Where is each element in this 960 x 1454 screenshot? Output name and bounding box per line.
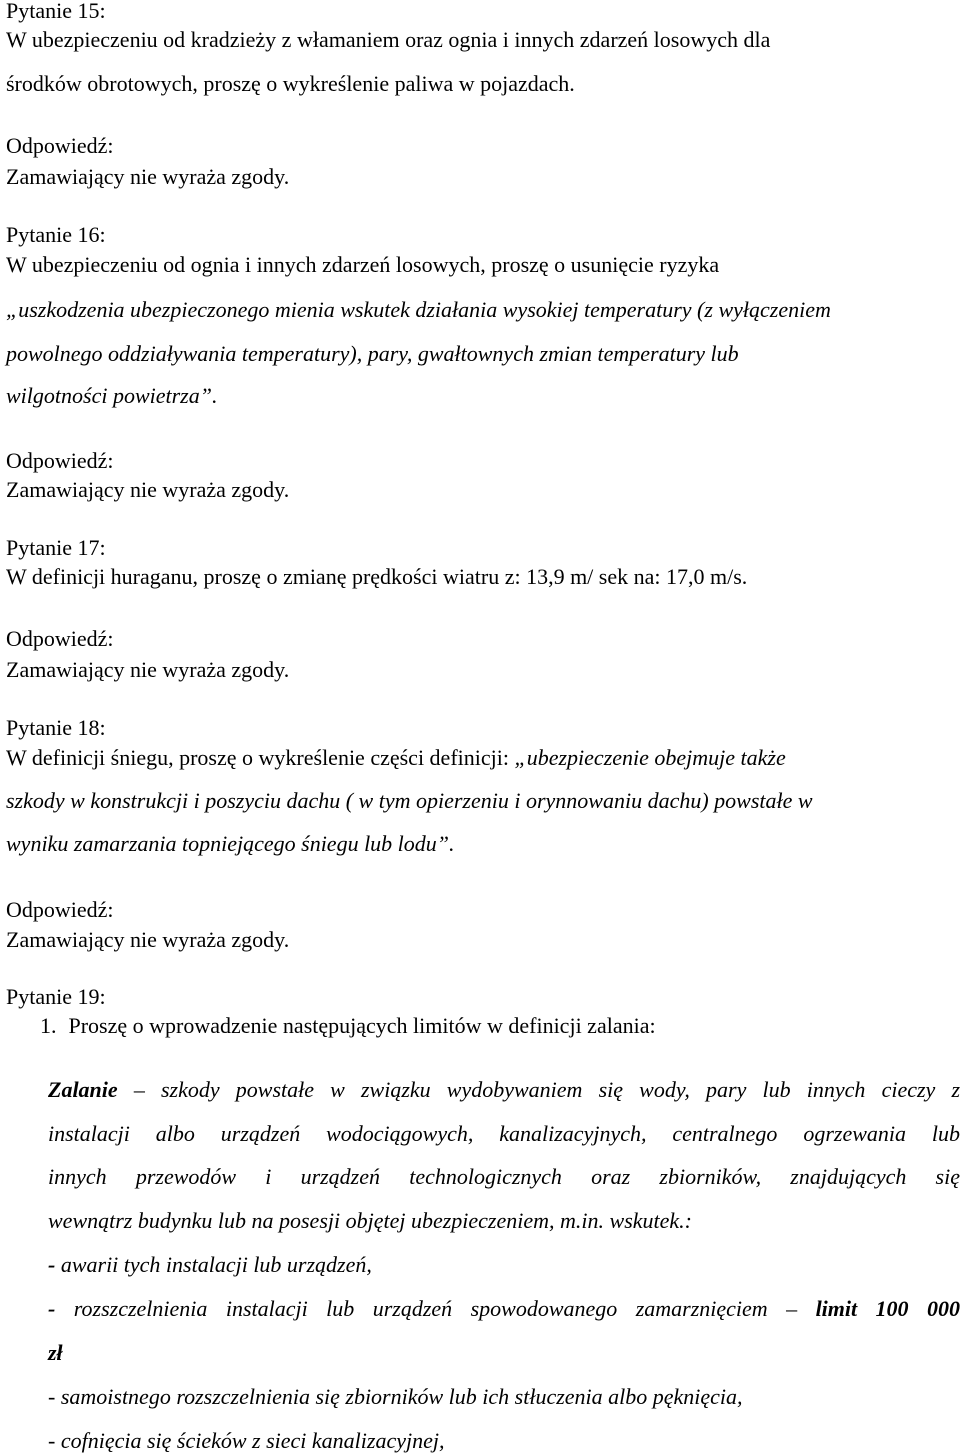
definition-bullet: - samoistnego rozszczelnienia się zbiorników lub ich stłuczenia albo pęknięcia, — [48, 1384, 743, 1409]
definition-line: innych przewodów i urządzeń technologicznych oraz zbiorników, znajdujących się — [48, 1164, 960, 1189]
question-18-quote: wyniku zamarzania topniejącego śniegu lub lodu”. — [6, 831, 455, 856]
question-19-title: Pytanie 19: — [6, 984, 106, 1009]
question-18-quote-start: „ubezpieczenie obejmuje także — [514, 745, 786, 770]
definition-bullet — [48, 1296, 960, 1322]
definition-line — [48, 1077, 960, 1103]
definition-bullet — [48, 1252, 372, 1278]
question-17-title: Pytanie 17: — [6, 535, 106, 560]
answer-17-label: Odpowiedź: — [6, 626, 114, 651]
question-16-quote: wilgotności powietrza”. — [6, 383, 218, 408]
answer-18-text: Zamawiający nie wyraża zgody. — [6, 927, 290, 952]
definition-line: instalacji albo urządzeń wodociągowych, kanalizacyjnych, centralnego ogrzewania lub — [48, 1121, 960, 1146]
definition-term: Zalanie — [48, 1077, 118, 1102]
question-18-text — [6, 745, 786, 771]
list-number: 1. — [40, 1013, 57, 1038]
question-15-text: W ubezpieczeniu od kradzieży z włamaniem oraz ognia i innych zdarzeń losowych dla — [6, 27, 771, 52]
question-17-text: W definicji huraganu, proszę o zmianę prędkości wiatru z: 13,9 m/ sek na: 17,0 m/s. — [6, 564, 748, 589]
question-16-text: W ubezpieczeniu od ognia i innych zdarzeń losowych, proszę o usunięcie ryzyka — [6, 252, 720, 277]
question-16-quote: powolnego oddziaływania temperatury), pary, gwałtownych zmian temperatury lub — [6, 341, 739, 366]
limit-unit: zł — [48, 1340, 63, 1365]
bullet-text: rozszczelnienia instalacji lub urządzeń spowodowanego zamarznięciem – — [55, 1296, 816, 1321]
limit-value: limit 100 000 — [815, 1296, 960, 1321]
question-16-title: Pytanie 16: — [6, 222, 106, 247]
question-15-title: Pytanie 15: — [6, 0, 106, 23]
answer-17-text: Zamawiający nie wyraża zgody. — [6, 657, 290, 682]
question-18-title: Pytanie 18: — [6, 715, 106, 740]
answer-16-label: Odpowiedź: — [6, 448, 114, 473]
bullet-dash: - — [48, 1252, 56, 1277]
list-item-text: Proszę o wprowadzenie następujących limitów w definicji zalania: — [68, 1013, 656, 1038]
bullet-text: awarii tych instalacji lub urządzeń, — [55, 1252, 372, 1277]
question-18-quote: szkody w konstrukcji i poszyciu dachu ( w tym opierzeniu i orynnowaniu dachu) powstałe w — [6, 788, 813, 813]
answer-15-label: Odpowiedź: — [6, 133, 114, 158]
definition-text: – szkody powstałe w związku wydobywaniem się wody, pary lub innych cieczy z — [133, 1077, 960, 1102]
bullet-dash: - — [48, 1296, 56, 1321]
question-15-text: środków obrotowych, proszę o wykreślenie paliwa w pojazdach. — [6, 71, 575, 96]
definition-bullet: - cofnięcia się ścieków z sieci kanalizacyjnej, — [48, 1428, 445, 1453]
question-16-quote: „uszkodzenia ubezpieczonego mienia wskutek działania wysokiej temperatury (z wyłączeniem — [6, 297, 831, 322]
answer-15-text: Zamawiający nie wyraża zgody. — [6, 164, 290, 189]
definition-line: wewnątrz budynku lub na posesji objętej ubezpieczeniem, m.in. wskutek.: — [48, 1208, 692, 1233]
answer-16-text: Zamawiający nie wyraża zgody. — [6, 477, 290, 502]
question-19-item — [40, 1013, 656, 1039]
question-18-text-plain: W definicji śniegu, proszę o wykreślenie części definicji: — [6, 745, 515, 770]
answer-18-label: Odpowiedź: — [6, 897, 114, 922]
